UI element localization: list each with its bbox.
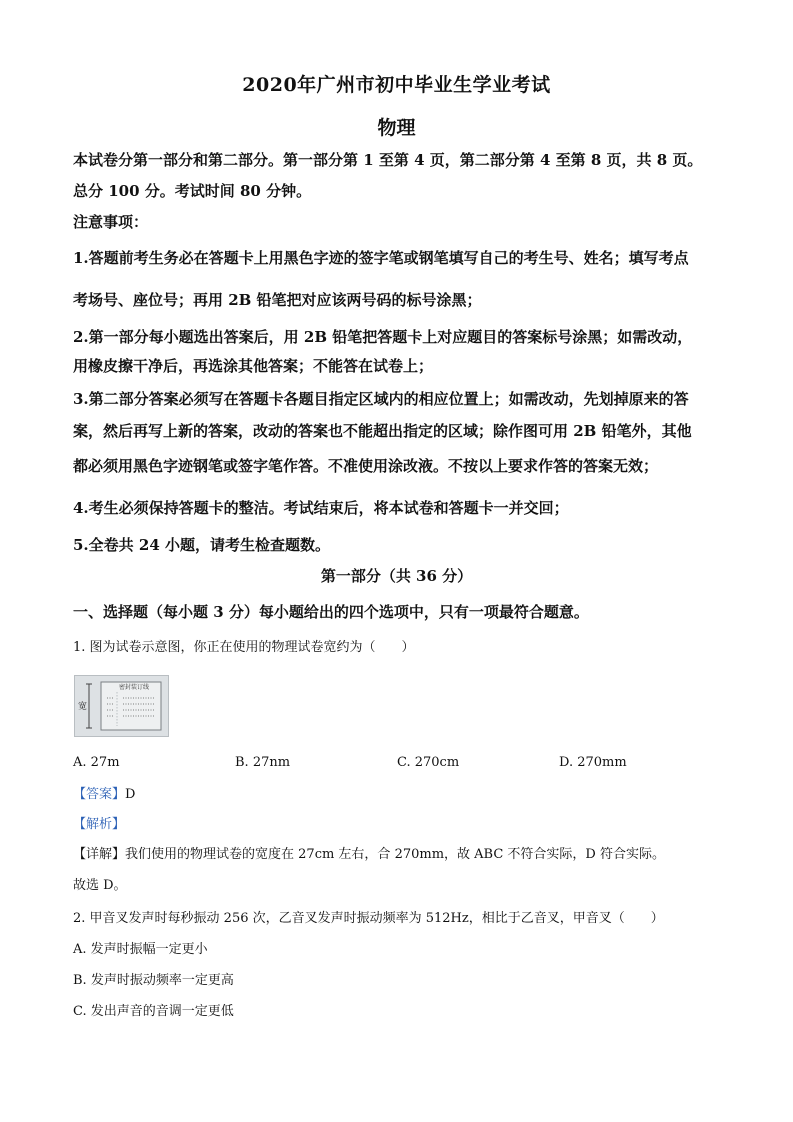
exam-paper-sketch bbox=[75, 676, 168, 736]
q1-option-a: A. 27m bbox=[73, 755, 120, 770]
q2-option-a: A. 发声时振幅一定更小 bbox=[73, 942, 208, 957]
notice-line: 4.考生必须保持答题卡的整洁。考试结束后，将本试卷和答题卡一并交回； bbox=[73, 499, 569, 517]
q1-detail-line bbox=[73, 846, 733, 864]
q1-option-d: D. 270mm bbox=[559, 755, 627, 770]
answer-tag: 【答案】 bbox=[73, 787, 126, 802]
section-title: 一、选择题（每小题 3 分）每小题给出的四个选项中，只有一项最符合题意。 bbox=[73, 603, 589, 621]
notice-line: 都必须用黑色字迹钢笔或签字笔作答。不准使用涂改液。不按以上要求作答的答案无效； bbox=[73, 457, 659, 475]
q2-stem: 2. 甲音叉发声时每秒振动 256 次，乙音叉发声时振动频率为 512Hz，相比于乙音叉，甲音叉（ ） bbox=[73, 911, 664, 926]
notice-title: 注意事项： bbox=[73, 213, 149, 231]
detail-tag: 【详解】 bbox=[73, 847, 126, 862]
notice-line: 1.答题前考生务必在答题卡上用黑色字迹的签字笔或钢笔填写自己的考生号、姓名；填写考点 bbox=[73, 249, 689, 267]
notice-line: 5.全卷共 24 小题，请考生检查题数。 bbox=[73, 536, 330, 554]
q1-conclusion: 故选 D。 bbox=[73, 878, 127, 893]
notice-line: 考场号、座位号；再用 2B 铅笔把对应该两号码的标号涂黑； bbox=[73, 291, 482, 309]
q1-stem: 1. 图为试卷示意图，你正在使用的物理试卷宽约为（ ） bbox=[73, 640, 415, 655]
subject-title: 物理 bbox=[377, 117, 416, 139]
q1-analysis-line bbox=[73, 816, 733, 834]
part1-title: 第一部分（共 36 分） bbox=[320, 567, 473, 585]
notice-line: 2.第一部分每小题选出答案后，用 2B 铅笔把答题卡上对应题目的答案标号涂黑；如需改动， bbox=[73, 328, 693, 346]
notice-line: 3.第二部分答案必须写在答题卡各题目指定区域内的相应位置上；如需改动，先划掉原来的答 bbox=[73, 390, 689, 408]
q2-option-c: C. 发出声音的音调一定更低 bbox=[73, 1004, 234, 1019]
exam-title: 2020年广州市初中毕业生学业考试 bbox=[242, 74, 551, 96]
q1-answer: D bbox=[125, 787, 136, 802]
q1-option-b: B. 27nm bbox=[235, 755, 291, 770]
notice-line: 用橡皮擦干净后，再选涂其他答案；不能答在试卷上； bbox=[73, 357, 434, 375]
intro-line-2: 总分 100 分。考试时间 80 分钟。 bbox=[73, 182, 312, 200]
q2-option-b: B. 发声时振动频率一定更高 bbox=[73, 973, 234, 988]
figure-binding-label: 密封装订线 bbox=[119, 684, 150, 691]
q1-answer-line bbox=[73, 786, 733, 804]
q1-option-c: C. 270cm bbox=[397, 755, 460, 770]
analysis-tag: 【解析】 bbox=[73, 817, 126, 832]
intro-line-1: 本试卷分第一部分和第二部分。第一部分第 1 至第 4 页，第二部分第 4 至第 8 页，共 8 页。 bbox=[73, 151, 703, 169]
exam-paper-figure bbox=[74, 675, 169, 737]
figure-width-label: 宽 bbox=[78, 702, 88, 712]
q1-detail: 我们使用的物理试卷的宽度在 27cm 左右，合 270mm，故 ABC 不符合实际，D 符合实际。 bbox=[125, 847, 665, 862]
notice-line: 案，然后再写上新的答案，改动的答案也不能超出指定的区域；除作图可用 2B 铅笔外，其他 bbox=[73, 422, 692, 440]
